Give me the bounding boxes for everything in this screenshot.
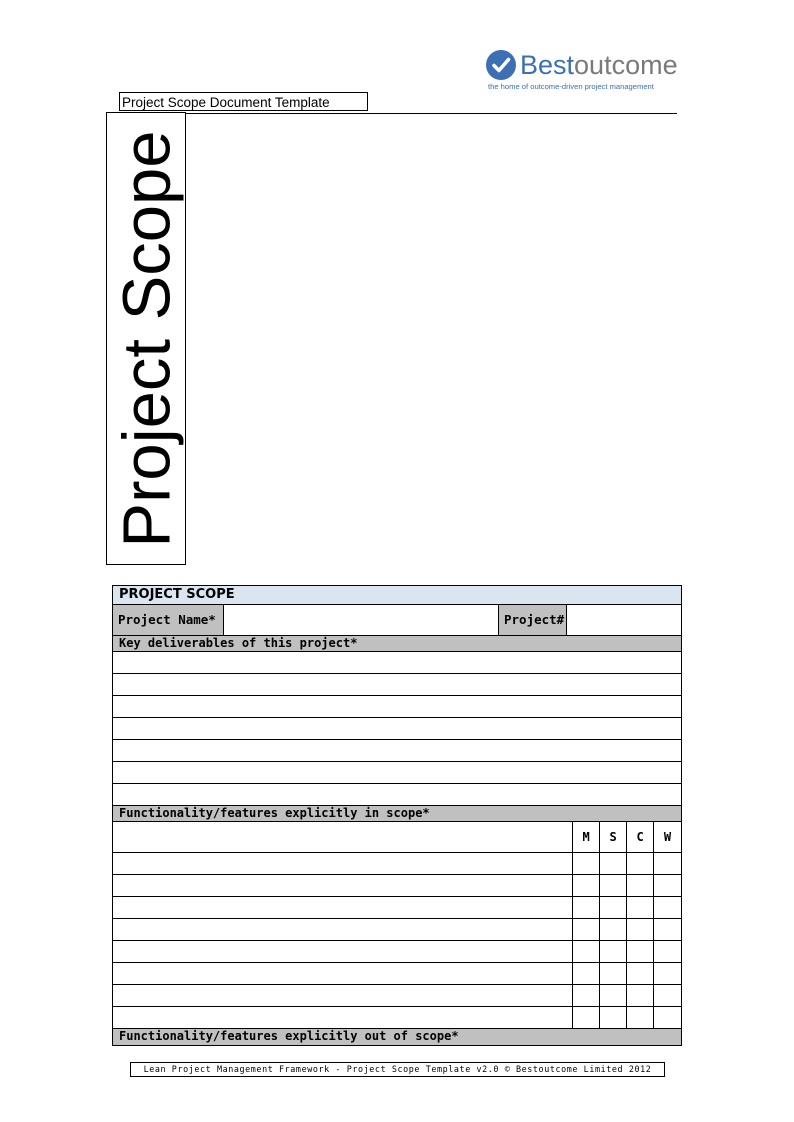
deliverable-row[interactable] [113,740,681,762]
mscw-cell[interactable] [654,985,681,1006]
mscw-cell[interactable] [627,941,654,962]
mscw-cell[interactable] [627,853,654,874]
bestoutcome-logo [486,48,676,94]
mscw-cell[interactable] [573,963,600,984]
in-scope-header-row [113,822,681,853]
mscw-cell[interactable] [573,941,600,962]
in-scope-row [113,919,681,941]
mscw-cell[interactable] [573,875,600,896]
mscw-must: M [573,822,600,852]
mscw-should: S [600,822,627,852]
vertical-title-box [106,112,186,565]
vertical-title: Project Scope [109,130,185,548]
out-of-scope-label: Functionality/features explicitly out of scope* [113,1029,681,1045]
project-scope-form [112,585,682,1046]
project-name-row [113,605,681,636]
mscw-cell[interactable] [573,897,600,918]
mscw-cell[interactable] [654,875,681,896]
feature-cell[interactable] [113,897,573,918]
project-number-label: Project# [499,605,567,635]
logo-wordmark: Bestoutcome [520,50,678,80]
deliverable-row[interactable] [113,696,681,718]
mscw-wont: W [663,830,672,844]
feature-cell[interactable] [113,919,573,940]
in-scope-row [113,853,681,875]
mscw-could: C [627,822,654,852]
mscw-cell[interactable] [573,1007,600,1028]
page-footer: Lean Project Management Framework - Project Scope Template v2.0 © Bestoutcome Limited 2012 [130,1062,665,1077]
mscw-cell[interactable] [600,853,627,874]
mscw-cell[interactable] [600,919,627,940]
in-scope-row [113,985,681,1007]
mscw-cell[interactable] [654,1007,681,1028]
feature-cell[interactable] [113,941,573,962]
deliverable-row[interactable] [113,718,681,740]
mscw-cell[interactable] [654,919,681,940]
mscw-cell[interactable] [627,919,654,940]
header-rule [186,113,677,114]
mscw-cell[interactable] [654,897,681,918]
mscw-cell[interactable] [627,963,654,984]
mscw-cell[interactable] [600,963,627,984]
mscw-cell[interactable] [573,919,600,940]
deliverable-row[interactable] [113,674,681,696]
feature-cell[interactable] [113,853,573,874]
mscw-cell[interactable] [600,897,627,918]
feature-cell[interactable] [113,875,573,896]
in-scope-row [113,1007,681,1029]
deliverable-row[interactable] [113,652,681,674]
template-title: Project Scope Document Template [119,92,368,111]
checkmark-icon [486,50,516,80]
mscw-cell[interactable] [573,985,600,1006]
feature-cell[interactable] [113,1007,573,1028]
mscw-cell[interactable] [627,985,654,1006]
project-name-label: Project Name* [113,605,224,635]
in-scope-header-blank[interactable] [113,822,573,852]
feature-cell[interactable] [113,985,573,1006]
mscw-cell[interactable] [600,985,627,1006]
mscw-cell[interactable] [654,853,681,874]
mscw-cell[interactable] [627,875,654,896]
in-scope-row [113,897,681,919]
in-scope-row [113,941,681,963]
deliverable-row[interactable] [113,784,681,806]
mscw-cell[interactable] [573,853,600,874]
in-scope-row [113,875,681,897]
deliverables-label: Key deliverables of this project* [113,636,681,652]
mscw-cell[interactable] [600,1007,627,1028]
mscw-cell[interactable] [654,941,681,962]
mscw-cell[interactable] [600,875,627,896]
mscw-cell[interactable] [654,963,681,984]
logo-tagline: the home of outcome-driven project management [488,82,654,91]
in-scope-row [113,963,681,985]
form-header: PROJECT SCOPE [113,586,681,605]
in-scope-label: Functionality/features explicitly in scope* [113,806,681,822]
mscw-cell[interactable] [600,941,627,962]
deliverable-row[interactable] [113,762,681,784]
mscw-cell[interactable] [627,1007,654,1028]
project-name-field[interactable] [224,605,499,635]
mscw-cell[interactable] [627,897,654,918]
project-number-field[interactable] [567,605,681,635]
feature-cell[interactable] [113,963,573,984]
